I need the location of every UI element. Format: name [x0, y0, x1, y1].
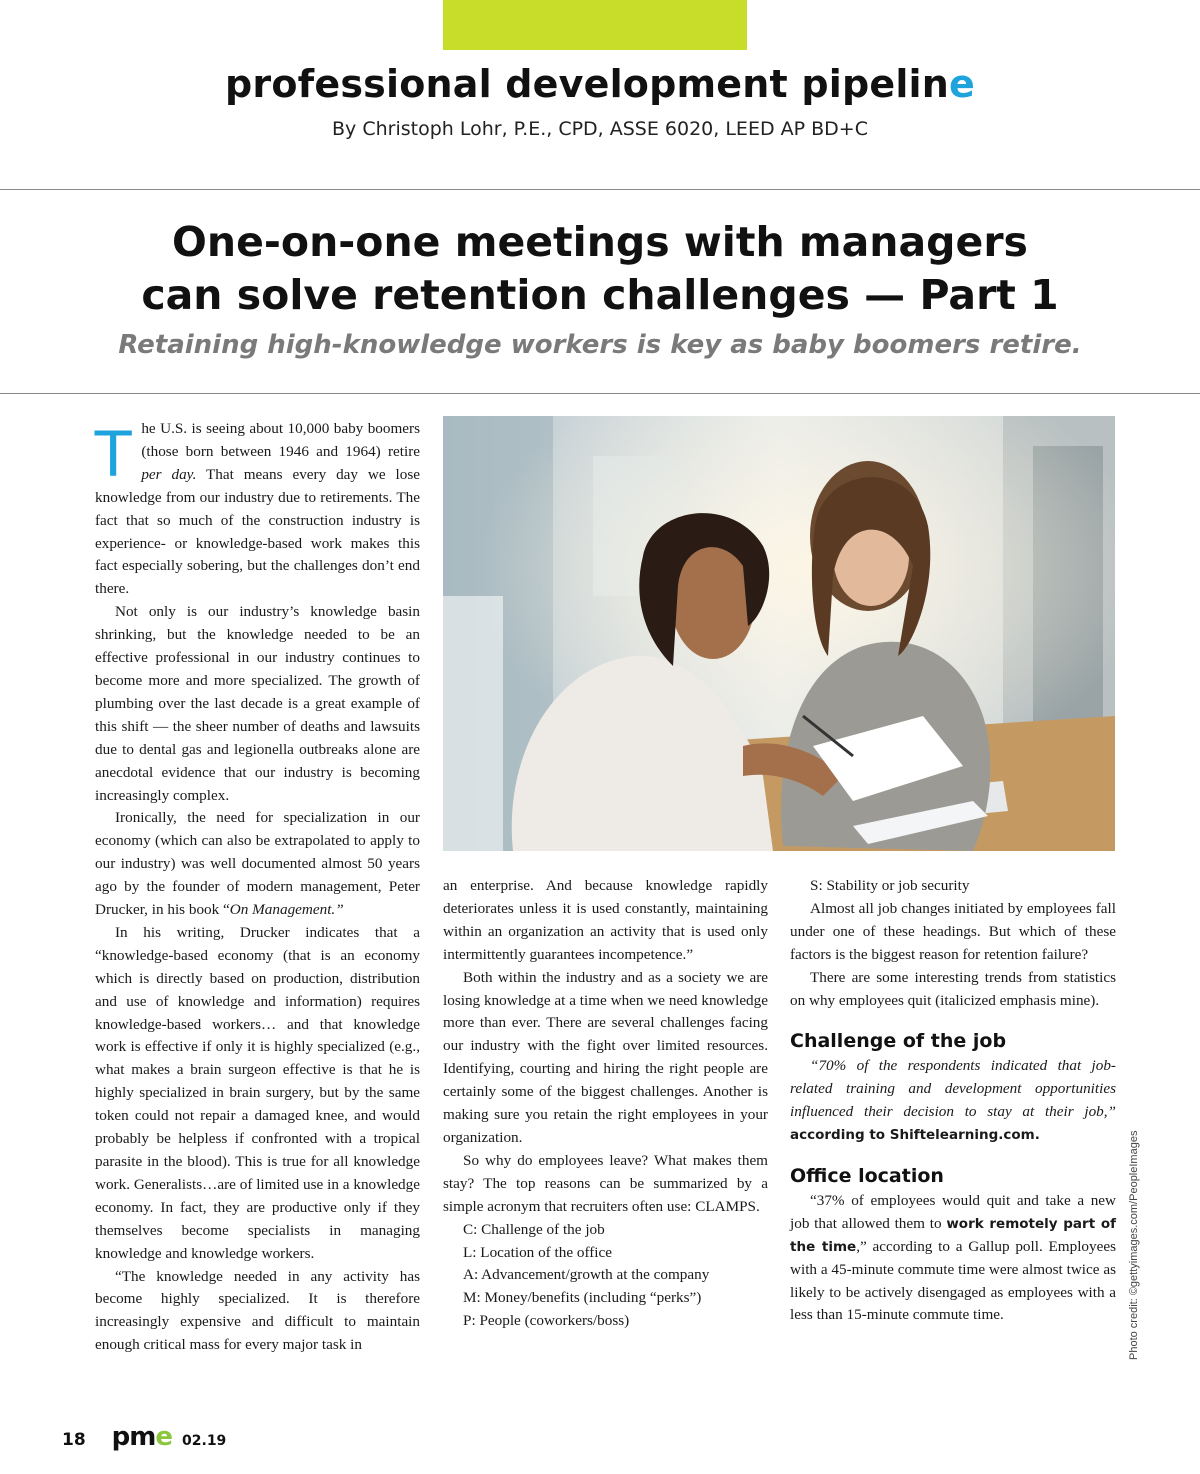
- p1-text-a: he U.S. is seeing about 10,000 baby boomers (those born between 1946 and 1964) retire: [141, 420, 420, 460]
- paragraph-8: Almost all job changes initiated by employees fall under one of these headings. But which of these factors is the biggest reason for retention failure?: [790, 899, 1116, 963]
- paragraph-5-continued: an enterprise. And because knowledge rapidly deteriorates unless it is used constantly, maintaining within an organization an activity that is used only intermittently guarantees incompetence.”: [443, 877, 768, 963]
- page-number: 18: [62, 1430, 86, 1450]
- list-item: C: Challenge of the job: [463, 1220, 605, 1238]
- paragraph-9: There are some interesting trends from statistics on why employees quit (italicized emphasis mine).: [790, 968, 1116, 1009]
- office-emphasis: work remotely part of the time: [790, 1215, 1116, 1255]
- logo-accent: e: [155, 1422, 173, 1452]
- page-footer: [62, 1422, 226, 1462]
- column-1: [95, 418, 420, 1418]
- headline-line-2: can solve retention challenges — Part 1: [141, 271, 1059, 319]
- office-text-b: ,” according to a Gallup poll. Employees with a 45-minute commute time were almost twice as likely to be actively disengaged as employees with a less than 15-minute commute time.: [790, 1237, 1116, 1324]
- byline: By Christoph Lohr, P.E., CPD, ASSE 6020, LEED AP BD+C: [332, 118, 868, 140]
- list-item: S: Stability or job security: [810, 877, 970, 894]
- article-headline: [0, 216, 1200, 322]
- paragraph-3: [95, 807, 420, 922]
- paragraph-4: In his writing, Drucker indicates that a “knowledge-based economy (that is an economy which is directly based on production, distribution and use of knowledge and information) requires knowledge-based workers… and that knowledge work is effective if only it is highly specialized (e.g., what makes a brain surgeon effective is that he is highly specialized in brain surgery, but by the same token could not repair a damaged knee, and would probably be helpless if confronted with a tropical parasite in the blood). This is true for all knowledge work. Generalists…are of limited use in a knowledge economy. In fact, they are productive only if they themselves become specialists in managing knowledge and knowledge workers.: [95, 923, 420, 1262]
- subhead-office-location: Office location: [790, 1164, 944, 1187]
- paragraph-1: [95, 418, 420, 601]
- column-3: [790, 875, 1116, 1327]
- paragraph-7: So why do employees leave? What makes them stay? The top reasons can be summarized by a simple acronym that recruiters often use: CLAMPS.: [443, 1151, 768, 1215]
- p1-text-b: That means every day we lose knowledge from our industry due to retirements. The fact that so much of the construction industry is experience- or knowledge-based work makes this fact especially sobering, but the challenges don’t end there.: [95, 465, 420, 598]
- article-deck: Retaining high-knowledge workers is key as baby boomers retire.: [118, 330, 1082, 360]
- challenge-source: according to Shiftelearning.com.: [790, 1127, 1040, 1144]
- p1-emphasis: per day.: [141, 465, 197, 483]
- paragraph-6: Both within the industry and as a society we are losing knowledge at a time when we need knowledge more than ever. There are several challenges facing our industry with the fight over limited resources. Identifying, courting and hiring the right people are certainly some of the biggest challenges. Another is making sure you retain the right employees in your organization.: [443, 968, 768, 1146]
- drop-cap: T: [93, 416, 134, 490]
- challenge-quote-text: “70% of the respondents indicated that job-related training and development opportunities influenced their decision to stay at their job,”: [790, 1057, 1116, 1121]
- article-photo: [443, 416, 1115, 851]
- magazine-logo: [112, 1422, 172, 1452]
- section-title: [0, 62, 1200, 106]
- list-item: P: People (coworkers/boss): [463, 1312, 630, 1330]
- headline-line-1: One-on-one meetings with managers: [172, 218, 1028, 266]
- paragraph-2: Not only is our industry’s knowledge basin shrinking, but the knowledge needed to be an effective professional in our industry continues to become more and more specialized. The growth of plumbing over the last decade is a great example of this shift — the sheer number of deaths and lawsuits due to dental gas and legionella outbreaks alone are anecdotal evidence that our industry is becoming increasingly complex.: [95, 603, 420, 804]
- divider-bottom: [0, 393, 1200, 394]
- issue-date: 02.19: [182, 1433, 227, 1449]
- list-item: M: Money/benefits (including “perks”): [463, 1289, 702, 1307]
- clamps-list: [443, 1219, 768, 1334]
- photo-credit: Photo credit: ©gettyimages.com/PeopleImages: [1128, 1130, 1140, 1360]
- challenge-quote: [790, 1055, 1116, 1147]
- p3-text: Ironically, the need for specialization in our economy (which can also be extrapolated to apply to our industry) was well documented almost 50 years ago by the founder of modern management, Peter Drucker, in his book “: [95, 809, 420, 919]
- section-title-text: professional development pipelin: [224, 62, 950, 106]
- divider-top: [0, 189, 1200, 190]
- subhead-challenge: Challenge of the job: [790, 1030, 1007, 1053]
- paragraph-5-start: “The knowledge needed in any activity has become highly specialized. It is therefore increasingly expensive and difficult to maintain enough critical mass for every major task in: [95, 1267, 420, 1354]
- section-title-accent: e: [949, 62, 976, 106]
- office-meeting-photo: [443, 416, 1115, 851]
- office-text-a: “37% of employees would quit and take a new job that allowed them to: [790, 1191, 1116, 1232]
- clamps-list-continued: [790, 875, 1116, 898]
- column-2: [443, 875, 768, 1333]
- section-color-bar: [443, 0, 747, 50]
- list-item: A: Advancement/growth at the company: [463, 1266, 710, 1284]
- office-location-paragraph: [790, 1190, 1116, 1327]
- logo-text: pm: [111, 1422, 156, 1452]
- book-title: On Management.”: [229, 901, 344, 919]
- list-item: L: Location of the office: [463, 1243, 613, 1261]
